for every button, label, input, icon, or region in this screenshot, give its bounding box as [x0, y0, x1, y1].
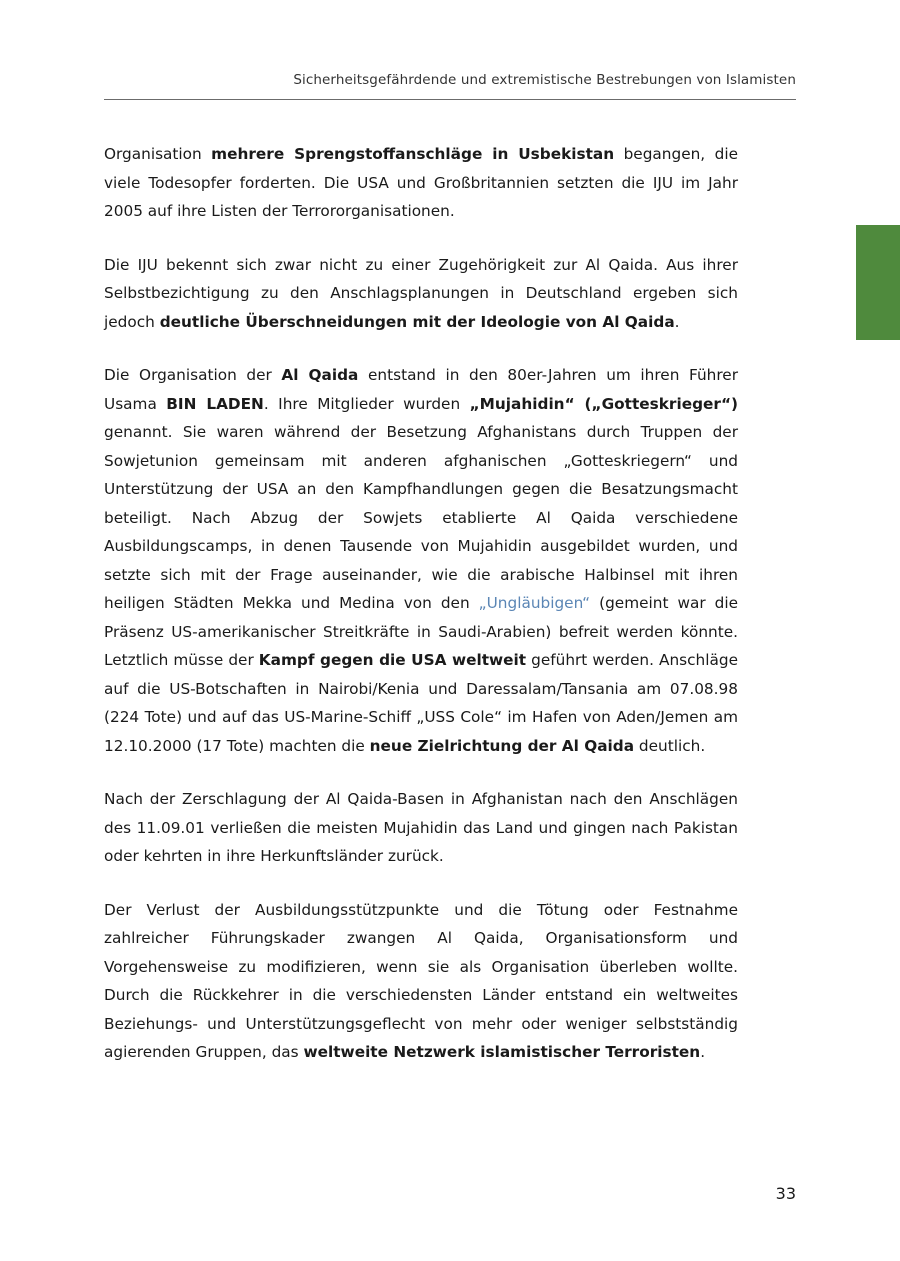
- paragraph: [104, 785, 738, 871]
- text-run: (gemeint war die Präsenz US-amerikanischer Streitkräfte in Saudi-Arabien) befreit werden könnte. Letztlich müsse der: [104, 594, 738, 669]
- emphasis-text: „Mujahidin“ („Gotteskrieger“): [469, 394, 738, 413]
- emphasis-text: neue Zielrichtung der Al Qaida: [369, 736, 635, 755]
- header-divider: [104, 99, 796, 100]
- text-run: Die IJU bekennt sich zwar nicht zu einer Zugehörigkeit zur Al Qaida. Aus ihrer Selbstbezichtigung zu den Anschlagsplanungen in Deutschland ergeben sich jedoch: [104, 255, 738, 331]
- emphasis-text: Kampf gegen die USA weltweit: [258, 651, 527, 669]
- emphasis-text: mehrere Sprengstoffanschläge in Usbekistan: [211, 145, 615, 163]
- text-run: deutlich.: [634, 736, 706, 755]
- paragraph: [104, 896, 738, 1067]
- emphasis-text: BIN LADEN: [166, 394, 264, 413]
- text-run: Nach der Zerschlagung der Al Qaida-Basen in Afghanistan nach den Anschlägen des 11.09.01 verließen die meisten Mujahidin das Land und gingen nach Pakistan oder kehrten in ihre Herkunftsländer zurück.: [104, 790, 738, 865]
- emphasis-text: deutliche Überschneidungen mit der Ideologie von Al Qaida: [159, 312, 675, 331]
- highlighted-term: „Ungläubigen“: [478, 594, 591, 612]
- paragraph: [104, 251, 738, 337]
- text-run: .: [674, 312, 680, 331]
- text-run: Der Verlust der Ausbildungsstützpunkte und die Tötung oder Festnahme zahlreicher Führungskader zwangen Al Qaida, Organisationsform und Vorgehensweise zu modifizieren, wenn sie als Organisation überleben wollte. Durch die Rückkehrer in die verschiedensten Länder entstand ein weltweites Beziehungs- und Unterstützungsgeflecht von mehr oder weniger selbstständig agierenden Gruppen, das: [104, 900, 738, 1061]
- text-run: begangen, die viele Todesopfer forderten. Die USA und Großbritannien setzten die IJU im Jahr 2005 auf ihre Listen der Terrororganisationen.: [104, 145, 738, 220]
- emphasis-text: weltweite Netzwerk islamistischer Terroristen: [303, 1043, 701, 1061]
- paragraph: [104, 361, 738, 760]
- running-header: Sicherheitsgefährdende und extremistische Bestrebungen von Islamisten: [293, 72, 796, 88]
- text-run: entstand in den 80er-Jahren um ihren Führer Usama: [104, 366, 739, 413]
- text-run: Organisation: [104, 145, 212, 163]
- text-run: geführt werden. Anschläge auf die US-Botschaften in Nairobi/Kenia und Daressalam/Tansania am 07.08.98 (224 Tote) und auf das US-Marine-Schiff „USS Cole“ im Hafen von Aden/Jemen am 12.10.2000 (17 Tote) machten die: [104, 651, 739, 755]
- text-run: Die Organisation der: [104, 366, 282, 384]
- paragraph: [104, 140, 738, 226]
- text-run: genannt. Sie waren während der Besetzung Afghanistans durch Truppen der Sowjetunion gemeinsam mit anderen afghanischen „Gotteskriegern“ und Unterstützung der USA an den Kampfhandlungen gegen die Besatzungsmacht beteiligt. Nach Abzug der Sowjets etablierte Al Qaida verschiedene Ausbildungscamps, in denen Tausende von Mujahidin ausgebildet wurden, und setzte sich mit der Frage auseinander, wie die arabische Halbinsel mit ihren heiligen Städten Mekka und Medina von den: [104, 423, 738, 612]
- text-run: .: [700, 1043, 706, 1061]
- section-marker-tab: [856, 225, 900, 340]
- page-number: 33: [775, 1184, 796, 1203]
- emphasis-text: Al Qaida: [281, 366, 359, 384]
- text-run: . Ihre Mitglieder wurden: [263, 394, 470, 413]
- body-text: [104, 140, 738, 1067]
